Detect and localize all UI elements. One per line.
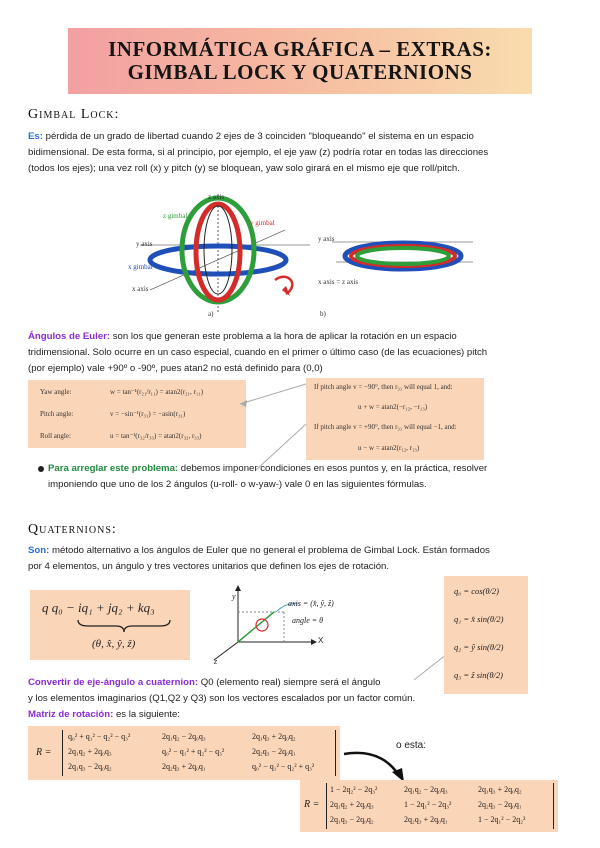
matrix1-r-label: R =	[36, 747, 52, 758]
es-text-1: pérdida de un grado de libertad cuando 2 ejes de 3 coinciden "bloqueando" el sistema en un espacio	[42, 131, 474, 142]
roll-formula: u = tan⁻¹(r₃₂/r₃₃) = atan2(r₃₂, r₃₃)	[110, 432, 202, 440]
diagram-angle-label: angle = θ	[292, 616, 324, 625]
matrix-text: es la siguiente:	[113, 709, 180, 720]
underbrace	[76, 618, 172, 634]
q2-formula: q₂ = ŷ sin(θ/2)	[454, 642, 504, 652]
es-text-3: (todos los ejes); una vez roll (x) y pitch (y) se bloquean, yaw solo girará en el mismo eje que roll/pitch.	[28, 163, 460, 174]
fig-a-z-gimbal: z gimbal	[163, 212, 188, 220]
fig-a-caption: a)	[208, 310, 214, 318]
son-label: Son:	[28, 545, 50, 556]
conversion-paragraph	[28, 675, 448, 723]
euler-text-2: tridimensional. Solo ocurre en un caso especial, cuando en el primer o último caso (de las ecuaciones) pitch	[28, 347, 488, 358]
pitch-formula: v = −sin⁻¹(r₃₁) = −asin(r₃₁)	[110, 410, 186, 418]
son-text-2: por 4 elementos, un ángulo y tres vectores unitarios que definen los ejes de rotación.	[28, 561, 390, 572]
fig-a-y-gimbal: y gimbal	[250, 219, 275, 227]
special-line-1: If pitch angle v = −90°, then r₃₁ will equal 1, and:	[314, 383, 453, 391]
fix-paragraph	[48, 461, 578, 493]
m1-r2c0: 2q₁q₃ − 2q₀q₂	[68, 762, 112, 771]
yaw-name: Yaw angle:	[40, 388, 72, 396]
m1-r0c2: 2q₁q₃ + 2q₀q₂	[252, 732, 296, 741]
fix-text-2: imponiendo que uno de los 2 ángulos (u-roll- o w-yaw-) vale 0 en las siguientes fórmulas.	[48, 479, 427, 490]
son-text-1: método alternativo a los ángulos de Euler que no general el problema de Gimbal Lock. Están formados	[49, 545, 490, 556]
fig-a-y-axis: y axis	[136, 240, 153, 248]
conversion-text-2: y los elementos imaginarios (Q1,Q2 y Q3) son los vectores escalados por un factor común.	[28, 693, 416, 704]
m1-r2c2: q₀² − q₁² − q₂² + q₃²	[252, 762, 315, 771]
fig-b-y-axis: y axis	[318, 235, 335, 243]
special-line-3: If pitch angle v = +90°, then r₃₁ will equal −1, and:	[314, 423, 457, 431]
fix-label: Para arreglar este problema:	[48, 463, 179, 474]
es-text-2: bidimensional. De esta forma, si al principio, por ejemplo, el eje yaw (z) podría rotar en todas las direcciones	[28, 147, 489, 158]
section-heading-quaternions: Quaternions:	[28, 522, 117, 537]
euler-text-1: son los que generan este problema a la hora de aplicar la rotación en un espacio	[110, 331, 457, 342]
m2-r2c0: 2q₁q₃ − 2q₀q₂	[330, 815, 374, 824]
page-title-line1: INFORMÁTICA GRÁFICA – EXTRAS:	[108, 37, 492, 61]
roll-name: Roll angle:	[40, 432, 71, 440]
m2-r0c2: 2q₁q₃ + 2q₀q₂	[478, 785, 522, 794]
o-esta-label: o esta:	[396, 740, 427, 751]
m1-r0c1: 2q₁q₂ − 2q₀q₃	[162, 732, 206, 741]
pitch-name: Pitch angle:	[40, 410, 74, 418]
fig-a-x-axis: x axis	[132, 285, 149, 293]
m1-r2c1: 2q₂q₃ + 2q₀q₁	[162, 762, 206, 771]
m1-r1c0: 2q₁q₂ + 2q₀q₃	[68, 747, 112, 756]
page-title-line2: GIMBAL LOCK Y QUATERNIONS	[127, 60, 473, 84]
m1-r0c0: q₀² + q₁² − q₂² − q₃²	[68, 732, 131, 741]
special-line-2: u + w = atan2(−r₁₂, −r₁₃)	[358, 403, 428, 411]
q-underbrace-label: (θ, x̂, ŷ, ẑ)	[92, 638, 136, 650]
es-label: Es:	[28, 131, 43, 142]
special-line-4: u − w = atan2(r₁₂, r₁₃)	[358, 444, 420, 452]
euler-label: Ángulos de Euler:	[28, 331, 111, 342]
diagram-x-label: X	[318, 636, 324, 645]
q-expression: q q₀ − iq₁ + jq₂ + kq₃	[42, 600, 155, 615]
fix-text-1: debemos imponer condiciones en esos puntos y, en la práctica, resolver	[178, 463, 488, 474]
conversion-text-1: Q0 (elemento real) siempre será el ángulo	[198, 677, 381, 688]
fig-a-z-axis: z axis	[208, 193, 225, 201]
quaternion-expression-box	[30, 590, 190, 660]
m2-r2c1: 2q₂q₃ + 2q₀q₁	[404, 815, 448, 824]
diagram-z-label: z	[214, 657, 218, 666]
quat-definition	[28, 543, 578, 575]
m2-r2c2: 1 − 2q₁² − 2q₂²	[478, 815, 526, 824]
diagram-y-label: y	[232, 592, 236, 601]
rotation-matrix-box-2	[300, 780, 558, 832]
conversion-label: Convertir de eje-ángulo a cuaternion:	[28, 677, 199, 688]
section-heading-gimbal: Gimbal Lock:	[28, 107, 120, 122]
quaternion-components-box	[444, 576, 528, 694]
bullet-dot	[38, 466, 44, 472]
q0-formula: q₀ = cos(θ/2)	[454, 586, 499, 596]
yaw-formula: w = tan⁻¹(r₂₁/r₁₁) = atan2(r₂₁, r₁₁)	[110, 388, 204, 396]
rotation-matrix-box-1	[28, 726, 340, 780]
m2-r1c2: 2q₂q₃ − 2q₀q₁	[478, 800, 522, 809]
fig-a-x-gimbal: x gimbal	[128, 263, 153, 271]
diagram-axis-label: axis = (x̂, ŷ, ẑ)	[288, 599, 334, 608]
q1-formula: q₁ = x̂ sin(θ/2)	[454, 614, 504, 624]
fig-b-caption: b)	[320, 310, 326, 318]
matrix-label: Matriz de rotación:	[28, 709, 114, 720]
m1-r1c2: 2q₂q₃ − 2q₀q₁	[252, 747, 296, 756]
euler-text-3: (por ejemplo) vale +90º o -90º, pues atan2 no está definido para (0,0)	[28, 363, 323, 374]
matrix2-r-label: R =	[304, 799, 320, 810]
m1-r1c1: q₀² − q₁² + q₂² − q₃²	[162, 747, 225, 756]
q3-formula: q₃ = ẑ sin(θ/2)	[454, 670, 503, 680]
m2-r1c0: 2q₁q₂ + 2q₀q₃	[330, 800, 374, 809]
m2-r1c1: 1 − 2q₁² − 2q₃²	[404, 800, 452, 809]
m2-r0c0: 1 − 2q₂² − 2q₃²	[330, 785, 378, 794]
fig-b-xz-axis: x axis = z axis	[318, 278, 359, 286]
m2-r0c1: 2q₁q₂ − 2q₀q₃	[404, 785, 448, 794]
